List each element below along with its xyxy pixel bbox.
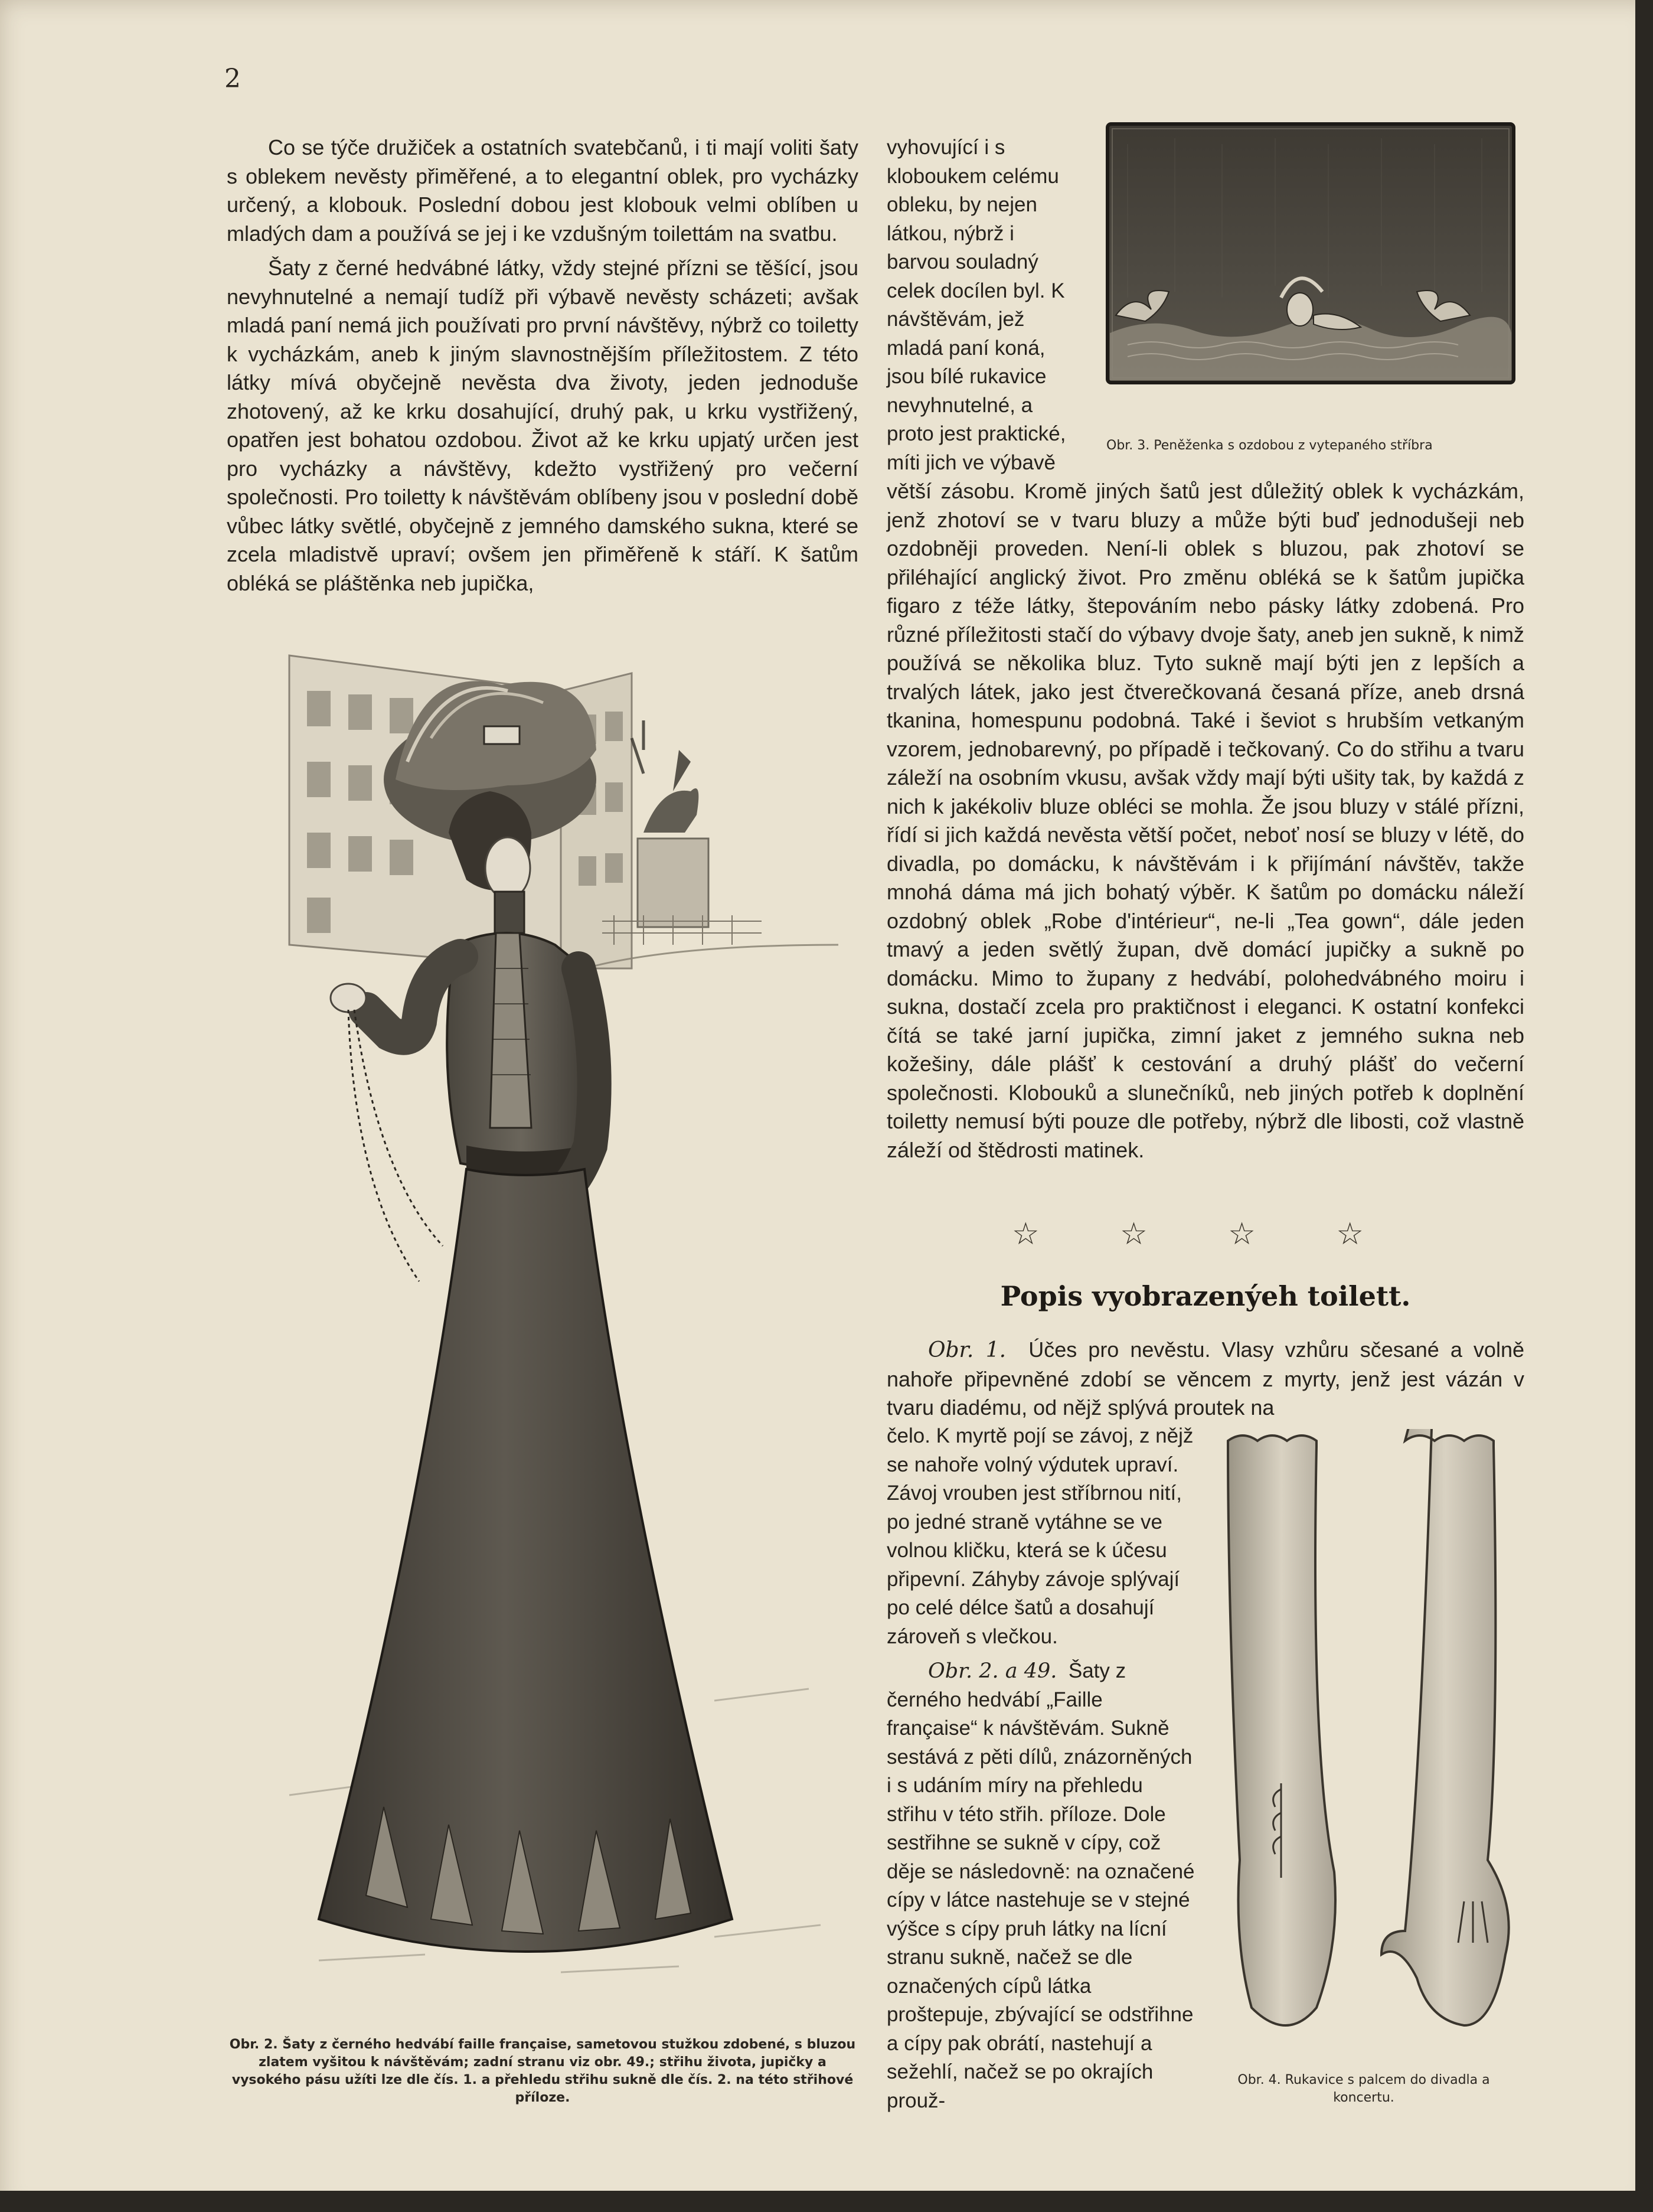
purse-illustration <box>1104 120 1517 386</box>
description-narrow <box>887 1422 1196 2115</box>
obr1-label: Obr. 1. <box>928 1338 1007 1362</box>
left-glove <box>1228 1435 1335 2025</box>
obr2-label: Obr. 2. a 49. <box>928 1659 1057 1683</box>
gloves-caption: Obr. 4. Rukavice s palcem do divadla a koncertu. <box>1237 2073 1490 2105</box>
dress-caption: Obr. 2. Šaty z černého hedvábí faille française, sametovou stužkou zdobené, s bluzou zlatem vyšitou k návštěvám; zadní stranu viz obr. 49.; střihu života, jupičky a vysokého pásu užíti lze dle čís. 1. a přehledu střihu sukně dle čís. 2. na této střihové příloze. <box>229 2037 856 2105</box>
intro-column <box>227 133 858 598</box>
section-heading: Popis vyobrazenýeh toilett. <box>1000 1280 1411 1312</box>
obr1-wide-text: Účes pro nevěstu. Vlasy vzhůru sčesané a volně nahoře připevněné zdobí se věncem z myrty, jenž jest vázán v tvaru diadému, od nějž splývá proutek na <box>887 1337 1524 1420</box>
obr2-text: Šaty z černého hedvábí „Faille française“ k návštěvám. Sukně sestává z pěti dílů, znázorněných i s udáním míry na přehledu střihu v této střih. příloze. Dole sestřihne se sukně v cípy, což děje se následovně: na označené cípy v látce nastehuje se v stejné výšce s cípy pruh látky na lícní stranu sukně, načež se dle označených cípů látka proštepuje, zbývající se odstřihne a cípy pak obrátí, nastehují a sežehlí, načež se po okrajích prouž- <box>887 1659 1195 2112</box>
gloves-illustration <box>1216 1429 1523 2067</box>
scan-edge-right <box>1635 0 1653 2212</box>
right-glove <box>1381 1429 1509 2025</box>
section-divider-stars: ☆ ☆ ☆ ☆ <box>1011 1216 1400 1252</box>
description-wide <box>887 1336 1524 1423</box>
narrow-column <box>887 133 1067 477</box>
purse-caption: Obr. 3. Peněženka s ozdobou z vytepaného stříbra <box>1106 438 1433 453</box>
page-number: 2 <box>224 64 241 94</box>
continuation-paragraph: větší zásobu. Kromě jiných šatů jest důležitý oblek k vycházkám, jenž zhotoví se v tvaru bluzy a může býti buď jednodušeji neb ozdobněji proveden. Není-li oblek s bluzou, pak zhotoví se přiléhající anglický život. Pro změnu obléká se k šatům jupička figaro z téže látky, štepováním nebo pásky látky zdobená. Pro různé příležitosti stačí do výbavy dvoje šaty, aneb jen sukně, k nimž používá se několika bluz. Tyto sukně mají býti jen z lepších a trvalých látek, jako jest čtverečkovaná česaná příze, aneb drsná tkanina, homespunu podobná. Také i ševiot s hrubším vetkaným vzorem, jednobarevný, po případě i tečkovaný. Co do střihu a tvaru záleží na osobním vkusu, avšak vždy mají býti ušity tak, by každá z nich k jakékoliv bluze obléci se mohla. Že jsou bluzy v stálé přízni, řídí si jich každá nevěsta větší počet, neboť nosí se bluzy v létě, do divadla, po domácku, k návštěvám i k přijímání návštěv, takže mnohá dáma má jich bohatý výběr. K šatům po domácku náleží ozdobný oblek „Robe d'intérieur“, ne-li „Tea gown“, dále jeden tmavý a jeden světlý župan, dvě domácí jupičky a sukně po domácku. Mimo to župany z hedvábí, polohedvábného moiru i sukna, dostačí zcela pro praktičnost i eleganci. K ostatní konfekci čítá se také jarní jupička, zimní jaket z jemného sukna neb kožešiny, dále plášť k cestování a druhý plášť do večerní společnosti. Klobouků a slunečníků, neb jiných potřeb k doplnění toiletty nemusí býti pouze dle potřeby, nýbrž dle libosti, což vlastně záleží od štědrosti matinek. <box>887 479 1524 1162</box>
dress-illustration <box>230 638 856 2025</box>
narrow-paragraph: vyhovující i s kloboukem celému obleku, by nejen látkou, nýbrž i barvou souladný celek docílen byl. K návštěvám, jež mladá paní koná, jsou bílé rukavice nevyhnutelné, a proto jest praktické, míti jich ve výbavě <box>887 136 1066 474</box>
obr1-narrow-text: čelo. K myrtě pojí se závoj, z nějž se nahoře volný výdutek upraví. Závoj vrouben jest stříbrnou nití, po jedné straně vytáhne se ve volnou kličku, která se k účesu připevní. Záhyby závoje splývají po celé délce šatů a dosahují zároveň s vlečkou. <box>887 1424 1194 1648</box>
intro-paragraph-2: Šaty z černé hedvábné látky, vždy stejné přízni se těšící, jsou nevyhnutelné a nemají tudíž při výbavě nevěsty scházeti; avšak mladá paní nemá jich používati pro první návštěvy, nýbrž co toiletty k vycházkám, aneb k jiným slavnostnějším příležitostem. Z této látky mívá obyčejně nevěsta dva životy, jeden jednoduše zhotovený, až ke krku dosahující, druhý pak, u krku vystřižený, opatřen jest bohatou ozdobou. Život až ke krku upjatý určen jest pro vycházky a návštěvy, kdežto vystřižený pro večerní společnosti. Pro toiletty k návštěvám oblíbeny jsou v poslední době vůbec látky světlé, obyčejně z jemného damského sukna, které se zcela mladistvě upraví; ovšem jen přiměřeně k stáří. K šatům obléká se pláštěnka neb jupička, <box>227 256 858 595</box>
intro-paragraph-1: Co se týče družiček a ostatních svatebčanů, i ti mají voliti šaty s oblekem nevěsty přiměřené, a to elegantní oblek, pro vycházky určený, a klobouk. Poslední dobou jest klobouk velmi oblíben u mladých dam a používá se jej i ke vzdušným toilettám na svatbu. <box>227 135 858 246</box>
continuation-column <box>887 477 1524 1164</box>
scan-edge-bottom <box>0 2191 1653 2212</box>
